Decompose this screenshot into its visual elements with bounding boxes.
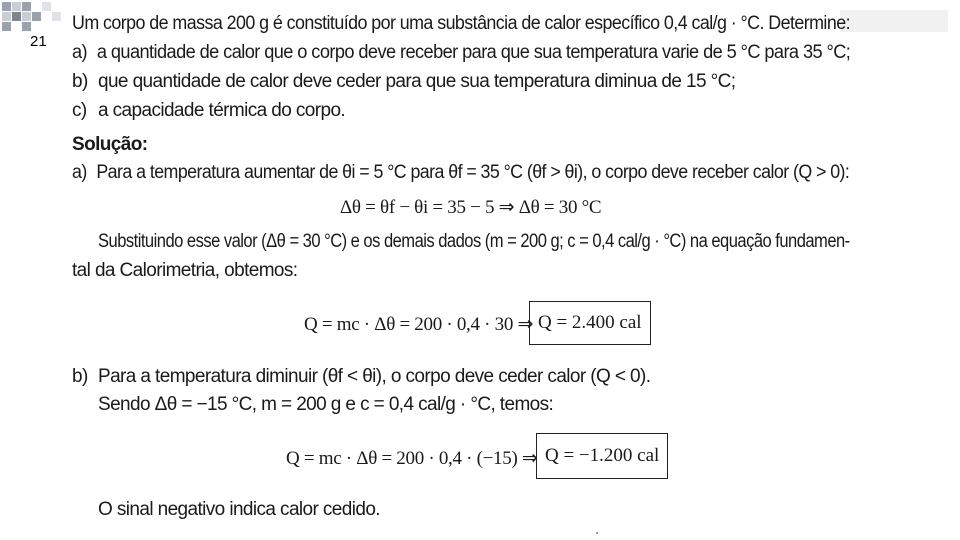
scan-speck [596, 532, 598, 534]
solution-heading: Solução: [72, 134, 148, 155]
item-label: a) [72, 42, 88, 63]
item-text: a quantidade de calor que o corpo deve receber para que sua temperatura varie de 5 °C para 35 °C; [96, 42, 851, 63]
substitution-line-1: Substituindo esse valor (Δθ = 30 °C) e os demais dados (m = 200 g; c = 0,4 cal/g · °C) na equação fundamen- [98, 231, 850, 252]
item-text: que quantidade de calor deve ceder para que sua temperatura diminua de 15 °C; [98, 71, 736, 92]
result-b: Q = −1.200 cal [545, 445, 660, 466]
heat-equation-b: Q = mc · Δθ = 200 · 0,4 · (−15) ⇒ [286, 448, 538, 469]
result-a: Q = 2.400 cal [538, 312, 642, 333]
delta-theta-equation: Δθ = θf − θi = 35 − 5 ⇒ Δθ = 30 °C [340, 197, 602, 218]
item-text: a capacidade térmica do corpo. [98, 100, 346, 121]
part-label: a) [72, 162, 87, 183]
problem-statement: Um corpo de massa 200 g é constituído por uma substância de calor específico 0,4 cal/g · °C. Determine: [72, 13, 850, 34]
problem-item-a [72, 42, 850, 64]
problem-item-b [72, 71, 735, 93]
substitution-line-2: tal da Calorimetria, obtemos: [72, 260, 298, 281]
part-b-intro-text: Para a temperatura diminuir (θf < θi), o corpo deve ceder calor (Q < 0). [98, 366, 651, 387]
part-a-intro-text: Para a temperatura aumentar de θi = 5 °C para θf = 35 °C (θf > θi), o corpo deve receber calor (Q > 0): [96, 162, 850, 183]
result-box-a [529, 301, 651, 345]
solution-a-intro [72, 162, 849, 184]
part-label: b) [72, 366, 88, 387]
result-box-b [536, 433, 668, 479]
problem-item-c [72, 100, 345, 122]
solution-b-intro [72, 366, 650, 388]
negative-sign-note: O sinal negativo indica calor cedido. [98, 499, 380, 520]
heat-equation-a: Q = mc · Δθ = 200 · 0,4 · 30 ⇒ [304, 314, 534, 335]
solution-b-given: Sendo Δθ = −15 °C, m = 200 g e c = 0,4 cal/g · °C, temos: [98, 394, 554, 415]
item-label: b) [72, 71, 88, 92]
slide-number: 21 [30, 33, 47, 50]
item-label: c) [72, 100, 87, 121]
